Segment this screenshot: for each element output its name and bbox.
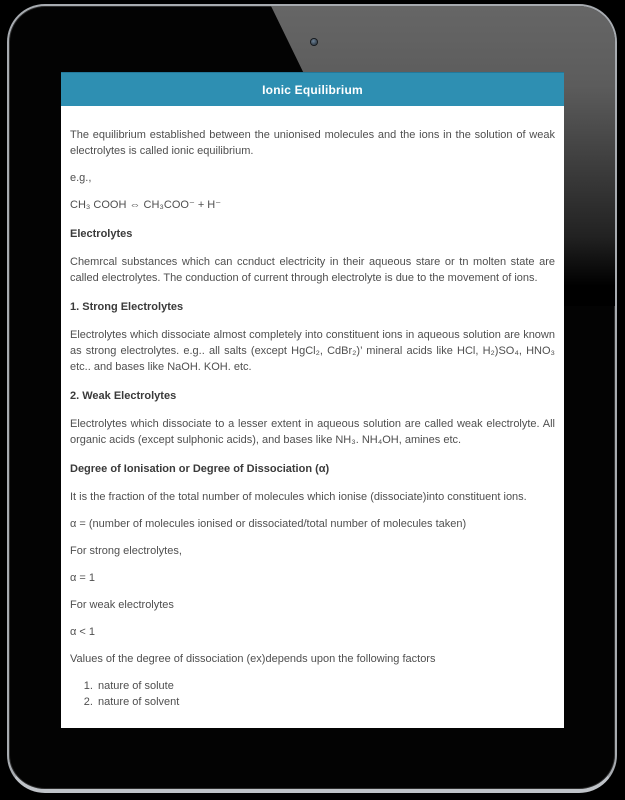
paragraph: Electrolytes which dissociate to a lesser extent in aqueous solution are called weak electrolyte. All organic acids (except sulphonic acids), and bases like NH₃. NH₄OH, amines etc. <box>70 418 555 446</box>
equation: α < 1 <box>70 626 96 638</box>
section-heading: 2. Weak Electrolytes <box>70 390 177 402</box>
paragraph: e.g., <box>70 172 92 184</box>
paragraph: For weak electrolytes <box>70 599 174 611</box>
section-heading: Degree of Ionisation or Degree of Dissociation (α) <box>70 463 330 475</box>
document-page <box>61 72 564 728</box>
list-item: 2. nature of solvent <box>96 694 555 710</box>
document-header <box>61 72 564 106</box>
equation: α = 1 <box>70 572 96 584</box>
paragraph: The equilibrium established between the unionised molecules and the ions in the solution of weak electrolytes is called ionic equilibrium. <box>70 129 555 157</box>
section-heading: Electrolytes <box>70 228 133 240</box>
paragraph: It is the fraction of the total number of molecules which ionise (dissociate)into constituent ions. <box>70 491 527 503</box>
paragraph: For strong electrolytes, <box>70 545 182 557</box>
front-camera-icon <box>311 39 317 45</box>
equation: CH₃ COOH ⇔ CH₃COO⁻ + H⁻ <box>70 199 222 211</box>
paragraph: Chemrcal substances which can ccnduct electricity in their aqueous stare or tn molten state are called electrolytes. The conduction of current through electrolyte is due to the movement of ions. <box>70 256 555 284</box>
section-heading: 1. Strong Electrolytes <box>70 301 184 313</box>
factors-list <box>70 678 555 710</box>
list-item: 1. nature of solute <box>96 678 555 694</box>
equation: α = (number of molecules ionised or dissociated/total number of molecules taken) <box>70 518 467 530</box>
page-title: Ionic Equilibrium <box>262 82 363 97</box>
paragraph: Values of the degree of dissociation (ex)depends upon the following factors <box>70 653 436 665</box>
document-body[interactable] <box>61 106 564 710</box>
tablet-bezel <box>7 4 617 793</box>
paragraph: Electrolytes which dissociate almost completely into constituent ions in aqueous solution are known as strong electrolytes. e.g.. all salts (except HgCl₂, CdBr₂)’ mineral acids like HCl, H₂)SO₄, HNO₃ etc.. and bases like NaOH. KOH. etc. <box>70 329 555 373</box>
